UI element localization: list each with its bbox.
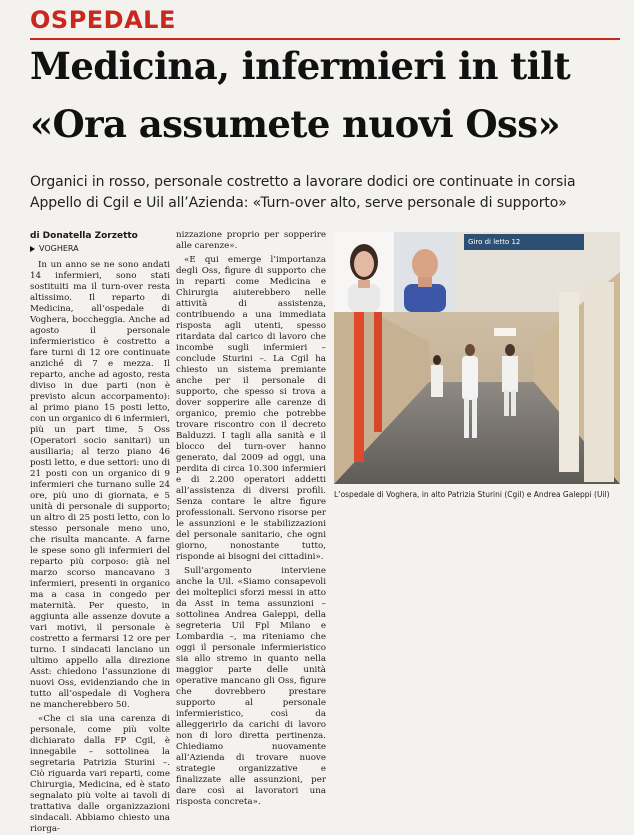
subheadline-line-2: Appello di Cgil e Uil all’Azienda: «Turn-over alto, serve personale di supporto» [30,195,567,211]
portrait-andrea-galeppi [394,232,456,312]
dateline [30,244,79,253]
article-paragraph: nizzazione proprio per sopperire alle carenze». [176,230,326,251]
article-paragraph: «E qui emerge l’importanza degli Oss, figure di supporto che in reparti come Medicina e Chirurgia aiuterebbero nelle attività di assistenza, contribuendo a una immediata risposta agli utenti, spesso ritardata dal carico di lavoro che incombe sugli infermieri – conclude Sturini –. La Cgil ha chiesto un sistema premiante anche per il personale di supporto, che spesso si trova a dover sopperire alle carenze di organico, premio che potrebbe trovare riscontro con il decreto Balduzzi. I tagli alla sanità e il blocco del turn-over hanno generato, dal 2009 ad oggi, una perdita di circa 10.300 infermieri e di 2.200 operatori addetti all’assistenza di diversi profili. Senza contare le altre figure professionali. Servono risorse per le assunzioni e le stabilizzazioni del personale sanitario, che ogni giorno, nonostante tutto, risponde ai bisogni dei cittadini». [176,255,326,562]
dateline-triangle-icon [30,246,35,252]
headline-line-1: Medicina, infermieri in tilt [30,44,571,88]
section-label: OSPEDALE [30,6,176,34]
corridor-sign: Giro di letto 12 [468,238,521,246]
article-column-2 [176,230,326,805]
byline: di Donatella Zorzetto [30,231,138,241]
portrait-patrizia-sturini [334,232,395,312]
photo-caption: L’ospedale di Voghera, in alto Patrizia Sturini (Cgil) e Andrea Galeppi (Uil) [334,490,610,499]
article-paragraph: Sull’argomento interviene anche la Uil. «Siamo consapevoli dei molteplici sforzi messi in atto da Asst in tema assunzioni – sottolinea Andrea Galeppi, della segreteria Uil Fpl Milano e Lombardia –, ma riteniamo che oggi il personale infermieristico sia allo stremo in quanto nella maggior parte delle unità operative mancano gli Oss, figure che dovrebbero prestare supporto al personale infermieristico, così da alleggerirlo da carichi di lavoro non di loro diretta pertinenza. Chiediamo nuovamente all’Azienda di trovare nuove strategie organizzative e finalizzate alle assunzioni, per dare così ai lavoratori una risposta concreta». [176,566,326,807]
photo-composite [334,232,620,484]
article-paragraph: In un anno se ne sono andati 14 infermieri, sono stati sostituiti ma il turn-over resta altissimo. Il reparto di Medicina, all’ospedale di Voghera, boccheggia. Anche ad agosto il personale infermieristico è costretto a fare turni di 12 ore continuate anziché di 7 e mezza. Il reparto, anche ad agosto, resta diviso in due parti (non è previsto alcun accorpamento): al primo piano 15 posti letto, con un organico di 6 infermieri, più un part time, 5 Oss (Operatori socio sanitari) un ausiliaria; al terzo piano 46 posti letto, e due settori: uno di 21 posti con un organico di 9 infermieri che turnano sulle 24 ore, più uno di giornata, e 5 unità di personale di supporto; un altro di 25 posti letto, con lo stesso personale meno uno, che risulta mancante. A farne le spese sono gli infermieri del reparto più corposo: già nel marzo scorso mancavano 3 infermieri, presenti in organico ma a casa in congedo per maternità. Per questo, in aggiunta alle assenze dovute a vari motivi, il personale è costretto a fermarsi 12 ore per turno. I sindacati lanciano un ultimo appello alla direzione Asst: chiedono l’assunzione di nuovi Oss, evidenziando che in tutto all’ospedale di Voghera ne mancherebbero 50. [30,260,170,710]
article-paragraph: «Che ci sia una carenza di personale, come più volte dichiarato dalla FP Cgil, è innegabile – sottolinea la segretaria Patrizia Sturini –. Ciò riguarda vari reparti, come Chirurgia, Medicina, ed è stato segnalato più volte ai tavoli di trattativa dalle organizzazioni sindacali. Abbiamo chiesto una riorga- [30,714,170,834]
dateline-text: VOGHERA [39,244,79,253]
article-column-1 [30,260,170,834]
headline-line-2: «Ora assumete nuovi Oss» [30,102,560,146]
section-rule [30,38,620,40]
subheadline-line-1: Organici in rosso, personale costretto a lavorare dodici ore continuate in corsia [30,174,576,190]
